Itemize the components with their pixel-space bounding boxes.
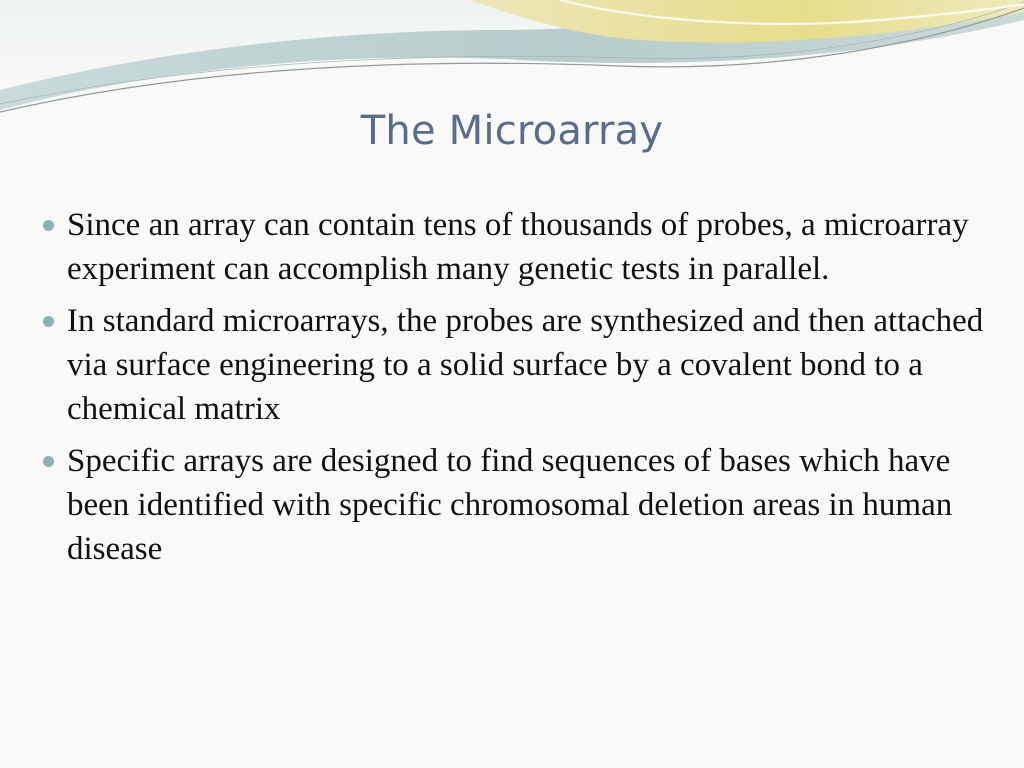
bullet-text: Since an array can contain tens of thousands of probes, a microarray experiment can accomplish many genetic tests in parallel. <box>67 207 969 287</box>
bullet-list <box>42 203 992 579</box>
bullet-item <box>42 299 992 431</box>
bullet-item <box>42 439 992 571</box>
bullet-circle-icon <box>43 456 54 467</box>
bullet-text: Specific arrays are designed to find sequences of bases which have been identified with specific chromosomal deletion areas in human disease <box>67 443 953 567</box>
bullet-circle-icon <box>43 316 54 327</box>
bullet-circle-icon <box>43 220 54 231</box>
bullet-text: In standard microarrays, the probes are synthesized and then attached via surface engineering to a solid surface by a covalent bond to a chemical matrix <box>67 303 984 427</box>
slide-title: The Microarray <box>360 108 664 154</box>
bullet-item <box>42 203 992 291</box>
